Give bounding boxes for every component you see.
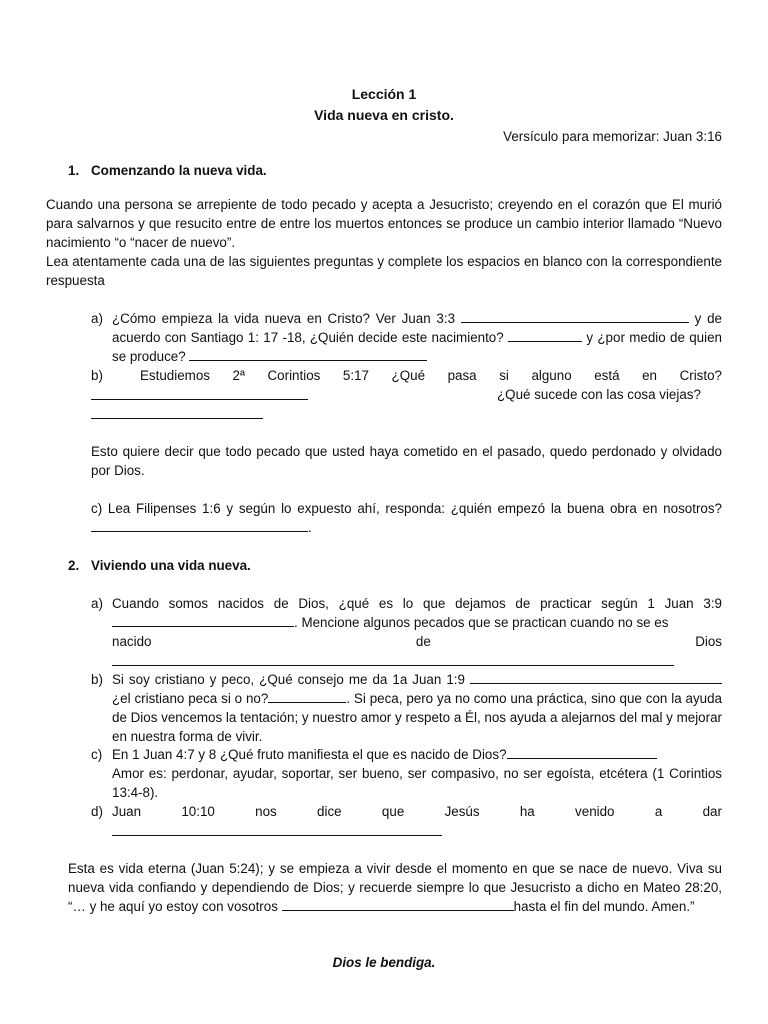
answer-blank-1a-2[interactable] xyxy=(508,329,582,342)
q1b-word: si xyxy=(499,368,509,383)
question-1b-label: b) xyxy=(91,368,103,383)
q2d-word: dar xyxy=(702,804,722,819)
question-1a-text-2: y de acuerdo con Santiago 1: 17 -18, ¿Quién decide este nacimiento? xyxy=(112,311,722,345)
question-2d-label: d) xyxy=(91,804,103,819)
question-2a-line-3 xyxy=(112,632,722,651)
section-1-instructions: Lea atentamente cada una de las siguientes preguntas y complete los espacios en blanco con la correspondiente respuesta xyxy=(46,254,722,288)
question-2a-label: a) xyxy=(91,596,103,611)
q2d-word: que xyxy=(381,804,405,819)
question-1c xyxy=(91,499,722,537)
answer-blank-2a-1[interactable] xyxy=(112,614,294,627)
question-2c-text-1: En 1 Juan 4:7 y 8 ¿Qué fruto manifiesta el que es nacido de Dios? xyxy=(112,747,507,762)
question-1a-text-1: ¿Cómo empieza la vida nueva en Cristo? Ver Juan 3:3 xyxy=(112,311,456,326)
section-1-intro: Cuando una persona se arrepiente de todo pecado y acepta a Jesucristo; creyendo en el corazón que El murió para salvarnos y que resucito entre de entre los muertos entonces se produce un cambio interior llamado “Nuevo nacimiento “o “nacer de nuevo”. xyxy=(46,197,722,250)
answer-blank-2c[interactable] xyxy=(507,746,657,759)
q1b-word: alguno xyxy=(531,368,572,383)
lesson-number: Lección 1 xyxy=(351,86,417,102)
q1b-word: Corintios xyxy=(267,368,321,383)
q2d-word: a xyxy=(654,804,663,819)
question-2d-line xyxy=(112,802,722,821)
q2d-word: nos xyxy=(255,804,277,819)
memory-verse: Versículo para memorizar: Juan 3:16 xyxy=(503,129,722,144)
q2a-word: nacido xyxy=(112,634,152,649)
answer-blank-1a-3[interactable] xyxy=(189,348,427,361)
q2d-word: 10:10 xyxy=(181,804,215,819)
q2d-word: venido xyxy=(575,804,615,819)
question-2b xyxy=(112,670,722,746)
question-1c-text: c) Lea Filipenses 1:6 y según lo expuesto ahí, responda: ¿quién empezó la buena obra en nosotros? xyxy=(91,501,722,516)
q2d-word: dice xyxy=(317,804,342,819)
answer-blank-1a-1[interactable] xyxy=(461,310,689,323)
q1b-word: Cristo? xyxy=(679,368,722,383)
q1b-word: pasa xyxy=(447,368,477,383)
question-1b-text-2: ¿Qué sucede con las cosa viejas? xyxy=(497,387,701,402)
q2d-word: Jesús xyxy=(444,804,480,819)
q1b-word: Estudiemos xyxy=(140,368,210,383)
q2d-word: ha xyxy=(519,804,535,819)
section-1-number: 1. xyxy=(68,163,80,178)
answer-blank-1c[interactable] xyxy=(91,519,308,532)
answer-blank-1b-2[interactable] xyxy=(91,418,263,419)
question-1a-text-3: y ¿por medio de quien se produce? xyxy=(112,330,722,364)
answer-blank-2b-1[interactable] xyxy=(470,671,722,684)
q2a-word: de xyxy=(415,634,431,649)
question-1a-label: a) xyxy=(91,311,103,326)
answer-blank-2d[interactable] xyxy=(112,835,442,836)
question-2c xyxy=(112,745,722,802)
question-2a-text-2: . Mencione algunos pecados que se practican cuando no se es xyxy=(294,615,669,630)
closing-text-1: Esta es vida eterna (Juan 5:24); y se empieza a vivir desde el momento en que se nace de nuevo. Viva su nueva vida confiando y dependiendo de Dios; y recuerde siempre lo que Jesucristo a dicho en Mateo 28:20, “… y he aquí yo estoy con vosotros xyxy=(68,861,722,914)
section-1-title: Comenzando la nueva vida. xyxy=(91,163,267,178)
answer-blank-2b-2[interactable] xyxy=(268,690,346,703)
q1b-word: 2ª xyxy=(232,368,245,383)
section-1-note: Esto quiere decir que todo pecado que usted haya cometido en el pasado, quedo perdonado y olvidado por Dios. xyxy=(91,444,722,478)
q2d-word: Juan xyxy=(112,804,142,819)
q1b-word: en xyxy=(642,368,657,383)
question-2c-label: c) xyxy=(91,747,103,762)
section-2-title: Viviendo una vida nueva. xyxy=(91,558,251,573)
question-2c-text-2: Amor es: perdonar, ayudar, soportar, ser bueno, ser compasivo, no ser egoísta, etcétera (1 Corintios 13:4-8). xyxy=(112,766,722,800)
closing-text-2: hasta el fin del mundo. Amen.” xyxy=(513,899,695,914)
question-2b-text-3: . Si peca, pero ya no como una práctica, sino que con la ayuda de Dios vencemos la tentación; y nuestro amor y respeto a Él, nos ayuda a alejarnos del mal y mejorar en nuestra forma de vivir. xyxy=(112,691,722,744)
answer-blank-2a-2[interactable] xyxy=(112,665,674,666)
answer-blank-1b-1[interactable] xyxy=(91,399,308,400)
question-2b-text-2: ¿el cristiano peca si o no? xyxy=(112,691,269,706)
q1b-word: está xyxy=(594,368,620,383)
question-1c-end: . xyxy=(308,520,312,535)
lesson-title: Vida nueva en cristo. xyxy=(314,107,454,123)
section-2-number: 2. xyxy=(68,558,80,573)
lesson-header xyxy=(0,84,768,126)
q1b-word: ¿Qué xyxy=(391,368,426,383)
question-2b-label: b) xyxy=(91,672,103,687)
q1b-word: 5:17 xyxy=(342,368,369,383)
question-1a xyxy=(112,309,722,366)
blessing-footer: Dios le bendiga. xyxy=(332,955,436,970)
q2a-word: Dios xyxy=(695,634,722,649)
answer-blank-closing[interactable] xyxy=(282,898,514,911)
closing-paragraph xyxy=(68,859,722,916)
question-1b-line xyxy=(140,366,722,385)
question-2a xyxy=(112,594,722,632)
question-2b-text-1: Si soy cristiano y peco, ¿Qué consejo me da 1a Juan 1:9 xyxy=(112,672,465,687)
question-2a-text-1: Cuando somos nacidos de Dios, ¿qué es lo que dejamos de practicar según 1 Juan 3:9 xyxy=(112,596,722,611)
